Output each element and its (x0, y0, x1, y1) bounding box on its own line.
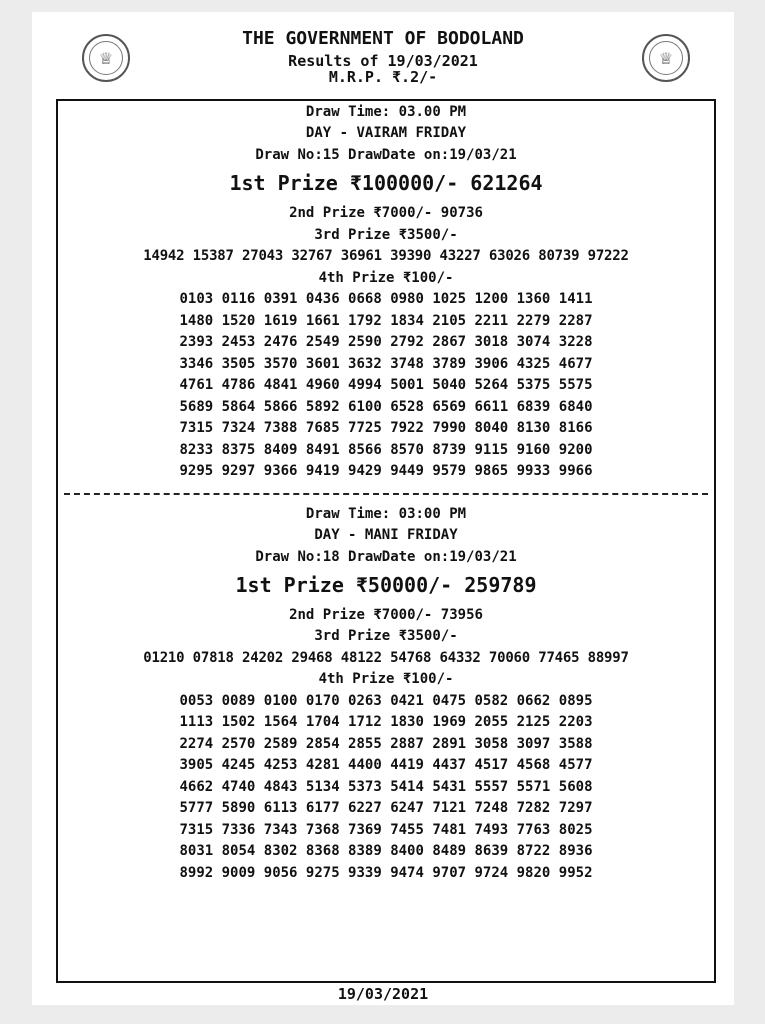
fourth-prize-row: 1480 1520 1619 1661 1792 1834 2105 2211 2279 2287 (179, 313, 593, 329)
draw-info: Draw No:18 DrawDate on:19/03/21 (255, 549, 517, 565)
first-prize: 1st Prize ₹50000/- 259789 (235, 573, 537, 597)
results-box (56, 99, 716, 983)
fourth-prize-row: 8992 9009 9056 9275 9339 9474 9707 9724 9820 9952 (179, 865, 593, 881)
fourth-prize-row: 9295 9297 9366 9419 9429 9449 9579 9865 9933 9966 (179, 463, 593, 479)
fourth-prize-row: 5689 5864 5866 5892 6100 6528 6569 6611 6839 6840 (179, 399, 593, 415)
footer-date: 19/03/2021 (337, 985, 429, 1003)
fourth-prize-row: 5777 5890 6113 6177 6227 6247 7121 7248 7282 7297 (179, 800, 593, 816)
third-prize-label: 3rd Prize ₹3500/- (314, 628, 458, 644)
draw-time: Draw Time: 03.00 PM (305, 104, 467, 120)
fourth-prize-row: 8233 8375 8409 8491 8566 8570 8739 9115 9160 9200 (179, 442, 593, 458)
fourth-prize-label: 4th Prize ₹100/- (318, 270, 454, 286)
fourth-prize-row: 3905 4245 4253 4281 4400 4419 4437 4517 4568 4577 (179, 757, 593, 773)
third-prize-label: 3rd Prize ₹3500/- (314, 227, 458, 243)
fourth-prize-row: 4662 4740 4843 5134 5373 5414 5431 5557 5571 5608 (179, 779, 593, 795)
emblem-seal-icon: ♕ (82, 34, 130, 82)
fourth-prize-row: 2274 2570 2589 2854 2855 2887 2891 3058 3097 3588 (179, 736, 593, 752)
fourth-prize-row: 3346 3505 3570 3601 3632 3748 3789 3906 4325 4677 (179, 356, 593, 372)
fourth-prize-row: 0053 0089 0100 0170 0263 0421 0475 0582 0662 0895 (179, 693, 593, 709)
fourth-prize-row: 7315 7324 7388 7685 7725 7922 7990 8040 8130 8166 (179, 420, 593, 436)
third-prize-numbers: 14942 15387 27043 32767 36961 39390 43227 63026 80739 97222 (143, 248, 629, 264)
results-date: Results of 19/03/2021 (288, 52, 478, 70)
fourth-prize-row: 7315 7336 7343 7368 7369 7455 7481 7493 7763 8025 (179, 822, 593, 838)
mrp-price: M.R.P. ₹.2/- (328, 68, 438, 86)
fourth-prize-row: 2393 2453 2476 2549 2590 2792 2867 3018 3074 3228 (179, 334, 593, 350)
first-prize: 1st Prize ₹100000/- 621264 (229, 171, 543, 195)
draw-name: DAY - MANI FRIDAY (314, 527, 458, 543)
section-divider (64, 493, 708, 495)
fourth-prize-row: 0103 0116 0391 0436 0668 0980 1025 1200 1360 1411 (179, 291, 593, 307)
page-title: THE GOVERNMENT OF BODOLAND (242, 28, 524, 49)
second-prize: 2nd Prize ₹7000/- 73956 (289, 607, 483, 623)
draw-name: DAY - VAIRAM FRIDAY (305, 125, 467, 141)
draw-info: Draw No:15 DrawDate on:19/03/21 (255, 147, 517, 163)
second-prize: 2nd Prize ₹7000/- 90736 (289, 205, 483, 221)
fourth-prize-row: 8031 8054 8302 8368 8389 8400 8489 8639 8722 8936 (179, 843, 593, 859)
fourth-prize-label: 4th Prize ₹100/- (318, 671, 454, 687)
fourth-prize-row: 1113 1502 1564 1704 1712 1830 1969 2055 2125 2203 (179, 714, 593, 730)
third-prize-numbers: 01210 07818 24202 29468 48122 54768 64332 70060 77465 88997 (143, 650, 629, 666)
draw-time: Draw Time: 03:00 PM (305, 506, 467, 522)
fourth-prize-row: 4761 4786 4841 4960 4994 5001 5040 5264 5375 5575 (179, 377, 593, 393)
emblem-seal-icon: ♕ (642, 34, 690, 82)
result-sheet (32, 12, 734, 1005)
